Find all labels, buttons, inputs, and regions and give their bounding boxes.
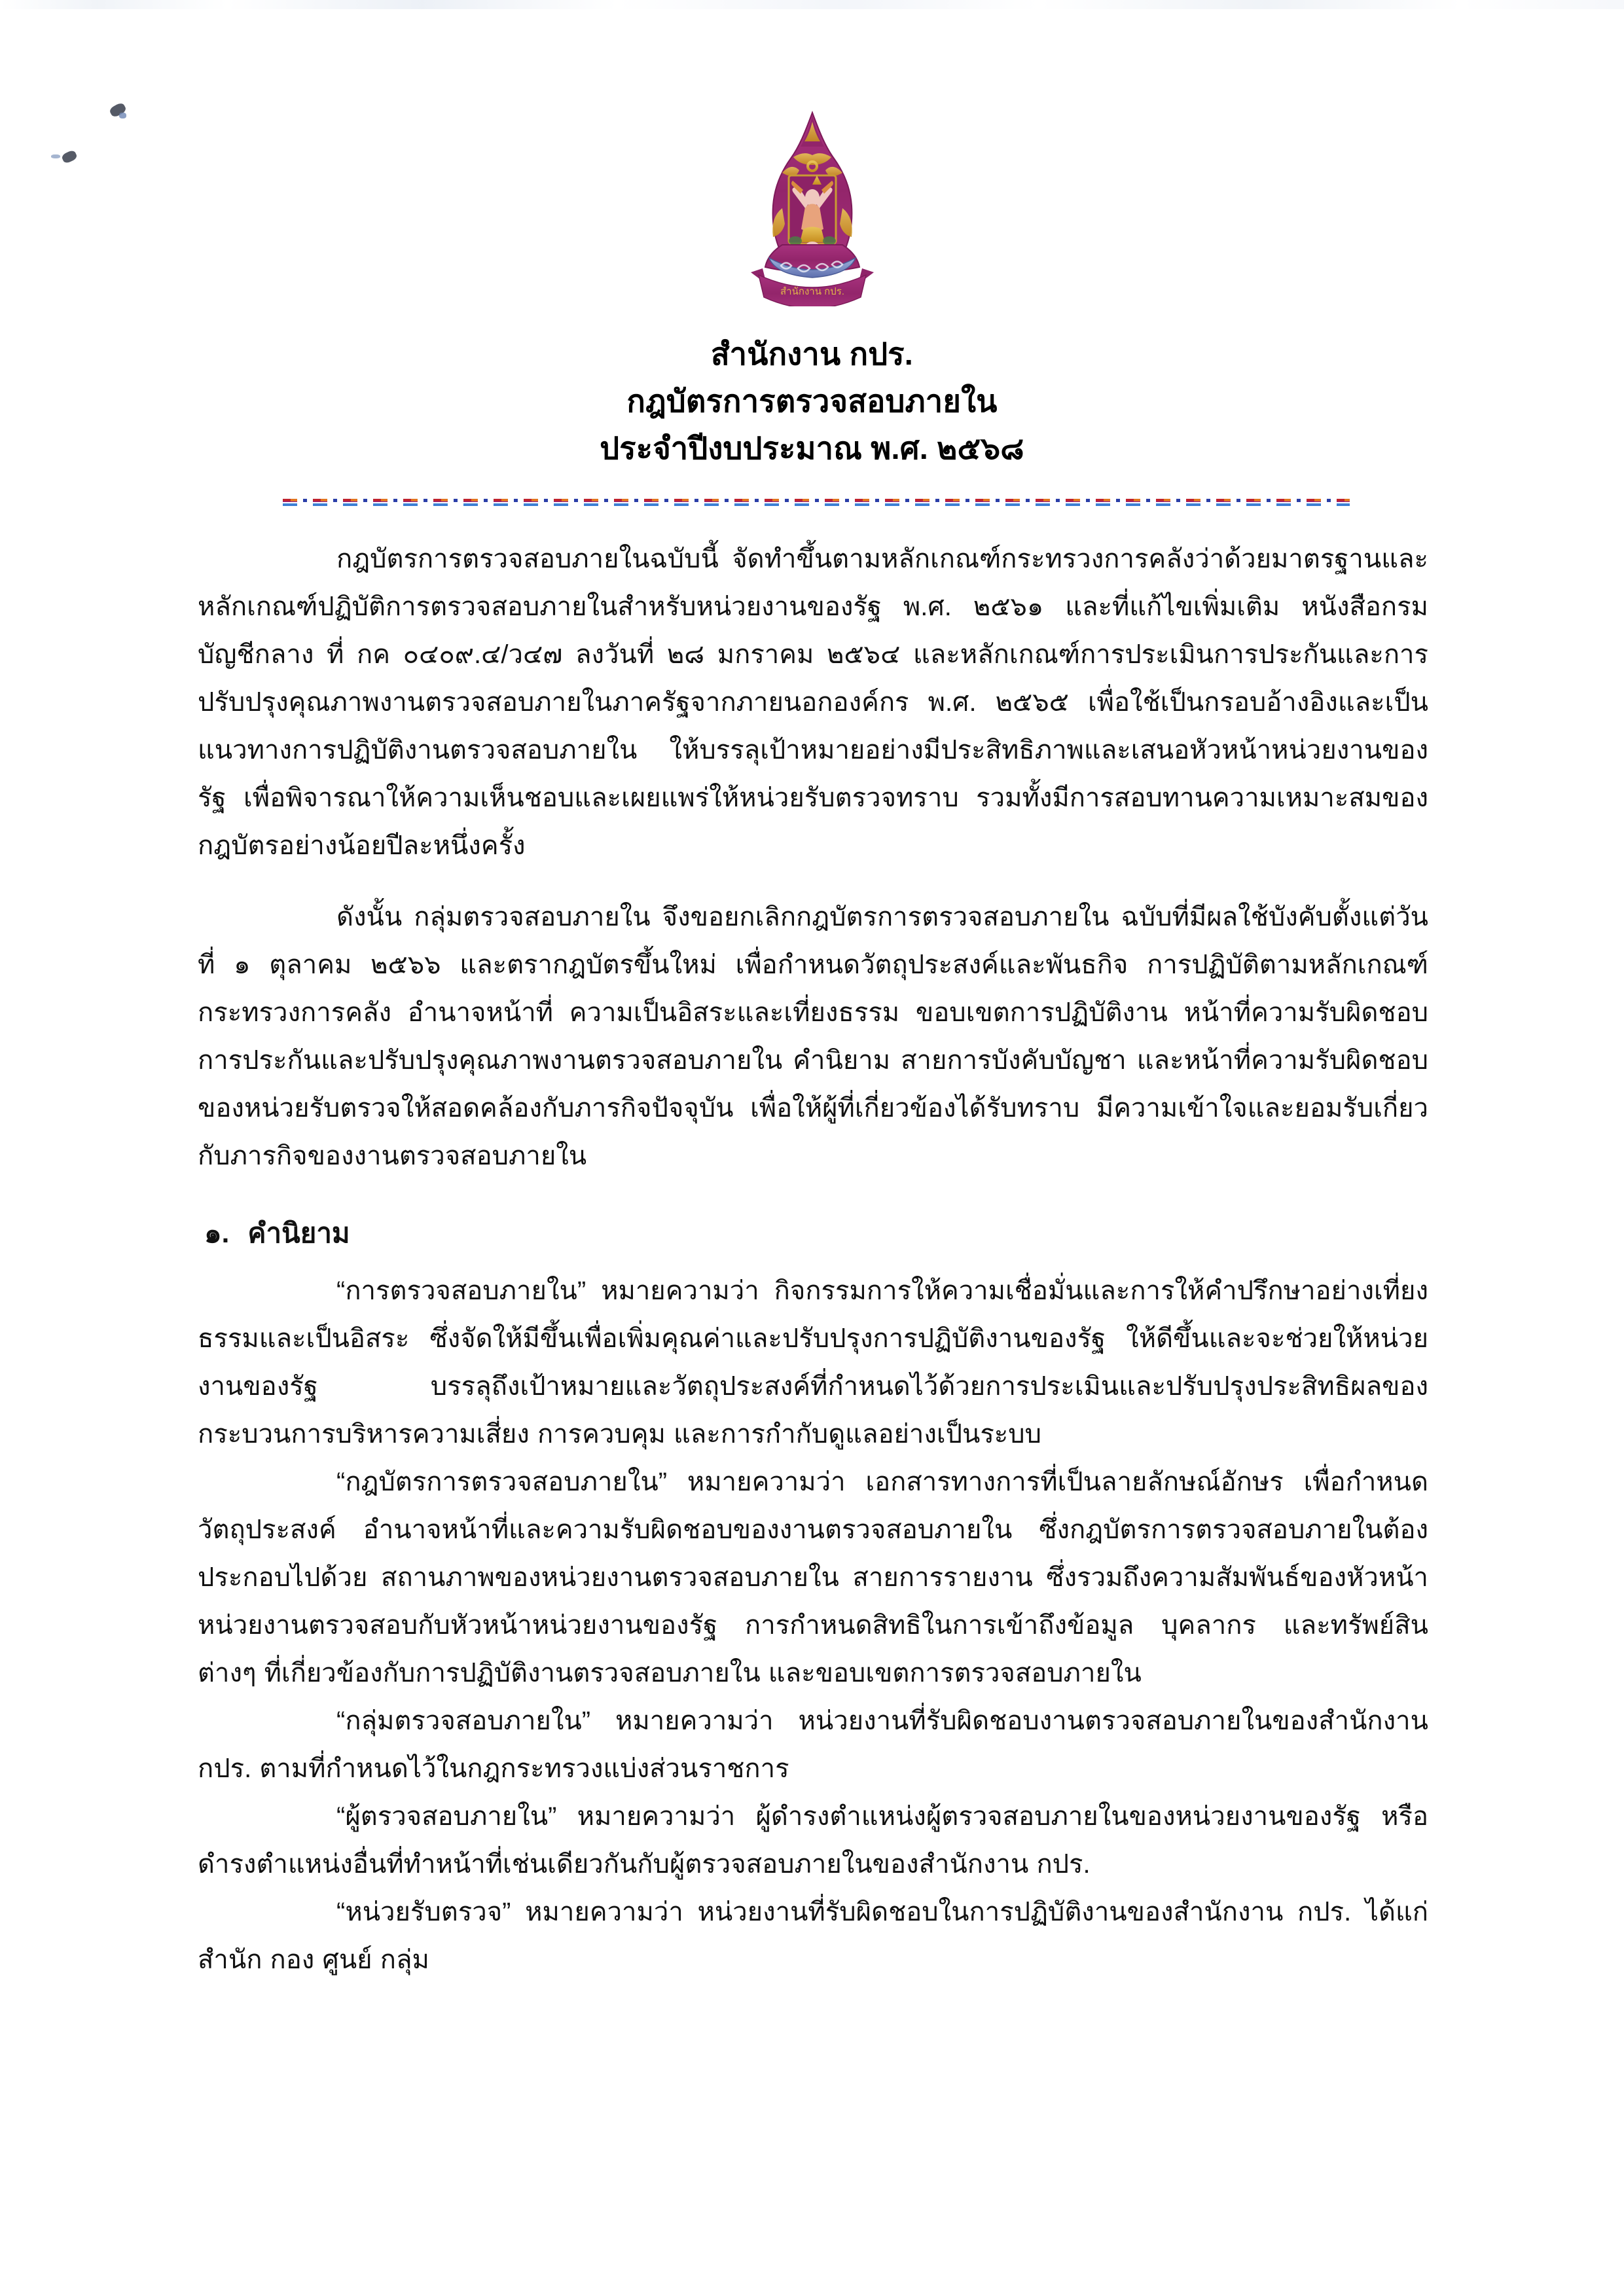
section-heading-definitions <box>198 1209 1428 1257</box>
definition-auditee-unit: “หน่วยรับตรวจ” หมายความว่า หน่วยงานที่รับผิดชอบในการปฏิบัติงานของสำนักงาน กปร. ได้แก่ สำนัก กอง ศูนย์ กลุ่ม <box>198 1898 1428 1974</box>
intro-paragraph-1: กฎบัตรการตรวจสอบภายในฉบับนี้ จัดทำขึ้นตามหลักเกณฑ์กระทรวงการคลังว่าด้วยมาตรฐานและหลักเกณฑ์ปฏิบัติการตรวจสอบภายในสำหรับหน่วยงานของรัฐ พ.ศ. ๒๕๖๑ และที่แก้ไขเพิ่มเติม หนังสือกรมบัญชีกลาง ที่ กค ๐๔๐๙.๔/ว๔๗ ลงวันที่ ๒๘ มกราคม ๒๕๖๔ และหลักเกณฑ์การประเมินการประกันและการปรับปรุงคุณภาพงานตรวจสอบภายในภาครัฐจากภายนอกองค์กร พ.ศ. ๒๕๖๕ เพื่อใช้เป็นกรอบอ้างอิงและเป็นแนวทางการปฏิบัติงานตรวจสอบภายใน ให้บรรลุเป้าหมายอย่างมีประสิทธิภาพและเสนอหัวหน้าหน่วยงานของรัฐ เพื่อพิจารณาให้ความเห็นชอบและเผยแพร่ให้หน่วยรับตรวจทราบ รวมทั้งมีการสอบทานความเหมาะสมของกฎบัตรอย่างน้อยปีละหนึ่งครั้ง <box>198 545 1429 860</box>
title-line-charter: กฎบัตรการตรวจสอบภายใน <box>626 384 998 418</box>
title-line-office: สำนักงาน กปร. <box>711 336 913 371</box>
title-line-fiscal-year: ประจำปีงบประมาณ พ.ศ. ๒๕๖๘ <box>600 431 1024 465</box>
definition-internal-audit: “การตรวจสอบภายใน” หมายความว่า กิจกรรมการให้ความเชื่อมั่นและการให้คำปรึกษาอย่างเที่ยงธรรมและเป็นอิสระ ซึ่งจัดให้มีขึ้นเพื่อเพิ่มคุณค่าและปรับปรุงการปฏิบัติงานของรัฐ ให้ดีขึ้นและจะช่วยให้หน่วยงานของรัฐ บรรลุถึงเป้าหมายและวัตถุประสงค์ที่กำหนดไว้ด้วยการประเมินและปรับปรุงประสิทธิผลของกระบวนการบริหารความเสี่ยง การควบคุม และการกำกับดูแลอย่างเป็นระบบ <box>198 1276 1428 1449</box>
scan-noise-band <box>0 0 1624 9</box>
royal-emblem-icon <box>727 110 897 306</box>
document-title-block <box>0 331 1624 472</box>
definition-audit-charter: “กฎบัตรการตรวจสอบภายใน” หมายความว่า เอกสารทางการที่เป็นลายลักษณ์อักษร เพื่อกำหนดวัตถุประสงค์ อำนาจหน้าที่และความรับผิดชอบของงานตรวจสอบภายใน ซึ่งกฎบัตรการตรวจสอบภายในต้องประกอบไปด้วย สถานภาพของหน่วยงานตรวจสอบภายใน สายการรายงาน ซึ่งรวมถึงความสัมพันธ์ของหัวหน้าหน่วยงานตรวจสอบกับหัวหน้าหน่วยงานของรัฐ การกำหนดสิทธิในการเข้าถึงข้อมูล บุคลากร และทรัพย์สินต่างๆ ที่เกี่ยวข้องกับการปฏิบัติงานตรวจสอบภายใน และขอบเขตการตรวจสอบภายใน <box>198 1468 1428 1688</box>
definition-internal-auditor: “ผู้ตรวจสอบภายใน” หมายความว่า ผู้ดำรงตำแหน่งผู้ตรวจสอบภายในของหน่วยงานของรัฐ หรือดำรงตำแหน่งอื่นที่ทำหน้าที่เช่นเดียวกันกับผู้ตรวจสอบภายในของสำนักงาน กปร. <box>198 1802 1428 1879</box>
intro-paragraph-2: ดังนั้น กลุ่มตรวจสอบภายใน จึงขอยกเลิกกฎบัตรการตรวจสอบภายใน ฉบับที่มีผลใช้บังคับตั้งแต่วันที่ ๑ ตุลาคม ๒๕๖๖ และตรากฎบัตรขึ้นใหม่ เพื่อกำหนดวัตถุประสงค์และพันธกิจ การปฏิบัติตามหลักเกณฑ์กระทรวงการคลัง อำนาจหน้าที่ ความเป็นอิสระและเที่ยงธรรม ขอบเขตการปฏิบัติงาน หน้าที่ความรับผิดชอบการประกันและปรับปรุงคุณภาพงานตรวจสอบภายใน คำนิยาม สายการบังคับบัญชา และหน้าที่ความรับผิดชอบของหน่วยรับตรวจให้สอดคล้องกับภารกิจปัจจุบัน เพื่อให้ผู้ที่เกี่ยวข้องได้รับทราบ มีความเข้าใจและยอมรับเกี่ยวกับภารกิจของงานตรวจสอบภายใน <box>198 903 1428 1170</box>
section-title: คำนิยาม <box>247 1218 350 1248</box>
document-body <box>198 535 1428 1984</box>
emblem-container <box>0 110 1624 310</box>
section-number: ๑. <box>204 1218 230 1248</box>
definitions-list <box>198 1267 1428 1984</box>
decorative-divider <box>283 499 1350 507</box>
definition-internal-audit-group: “กลุ่มตรวจสอบภายใน” หมายความว่า หน่วยงานที่รับผิดชอบงานตรวจสอบภายในของสำนักงาน กปร. ตามที่กำหนดไว้ในกฎกระทรวงแบ่งส่วนราชการ <box>198 1707 1428 1783</box>
emblem-ribbon-text: สำนักงาน กปร. <box>780 286 844 297</box>
